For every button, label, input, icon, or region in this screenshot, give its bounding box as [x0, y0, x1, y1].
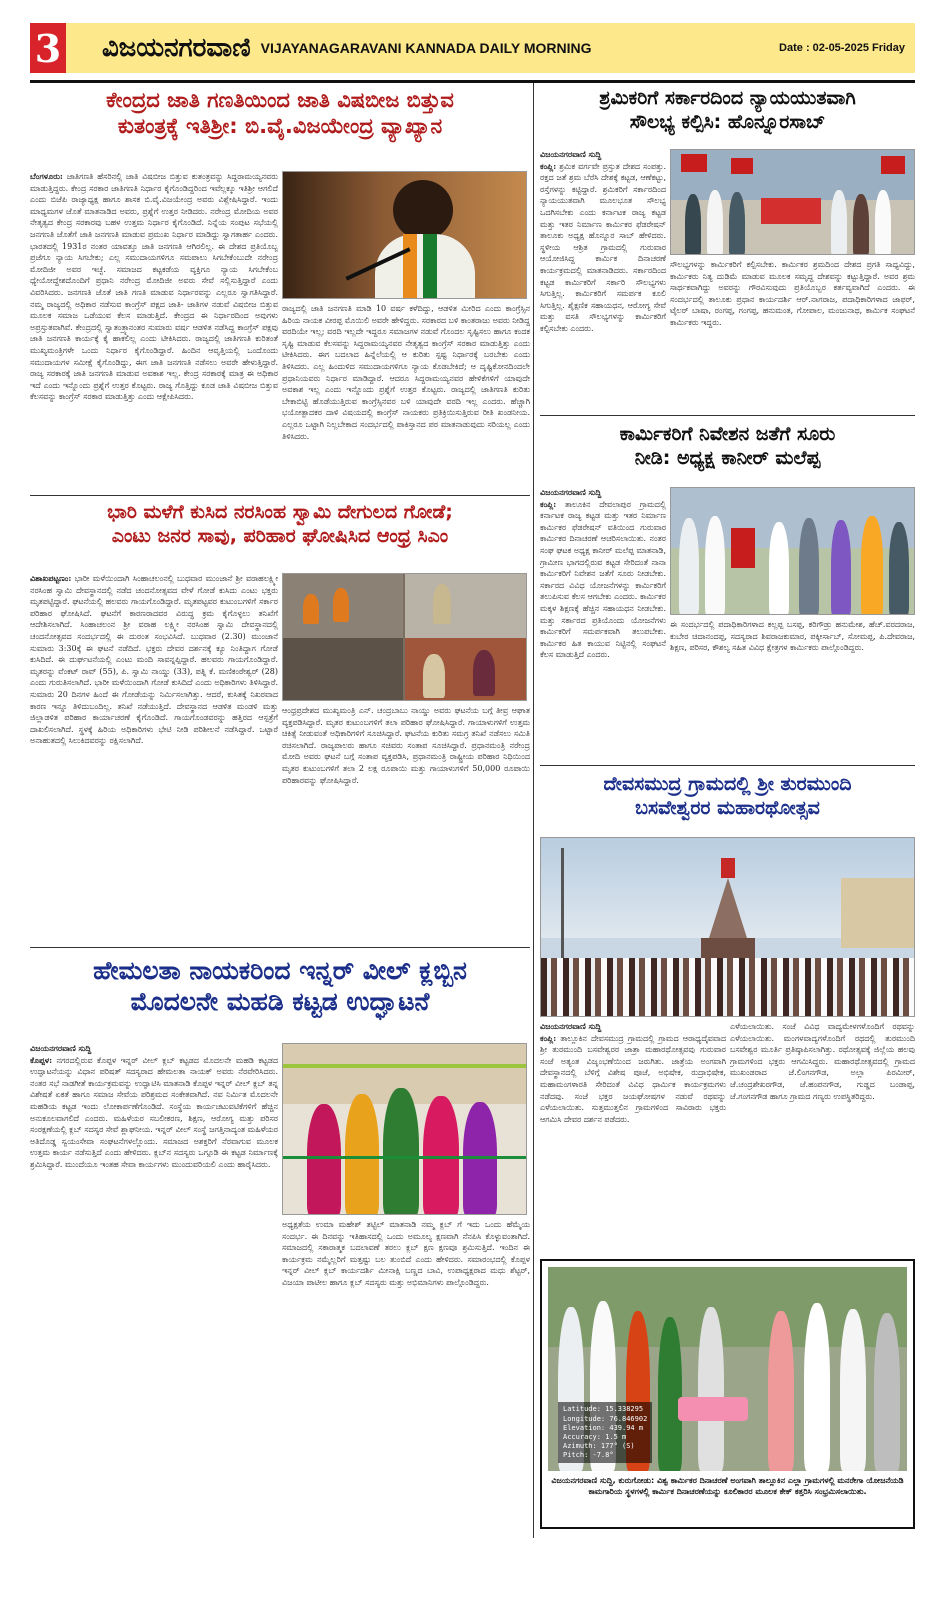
article-basaveshwara [540, 773, 915, 821]
issue-date: Date : 02-05-2025 Friday [779, 42, 905, 54]
article-kaneer-body1 [540, 487, 666, 761]
headline-line2: ಕುತಂತ್ರಕ್ಕೆ ಇತಿಶ್ರೀ: ಬಿ.ವೈ.ವಿಜಯೇಂದ್ರ ವ್ಯಾಖ್ಯಾನ [117, 114, 443, 139]
dateline: ವಿಜಯನಗರವಾಣಿ ಸುದ್ದಿ [540, 149, 602, 159]
geotag-azimuth: Azimuth: 177° (S) [563, 1441, 635, 1450]
place: ಕಂಪ್ಲಿ: [540, 160, 557, 171]
photo-labour-day-cake [548, 1267, 907, 1471]
dateline: ವಿಶಾಖಪಟ್ಟಣಂ: [30, 573, 72, 583]
geotag-elevation: Elevation: 439.94 m [563, 1423, 644, 1432]
article-basaveshwara-body1 [540, 1021, 726, 1253]
body-text: ಈ ಸಂದರ್ಭದಲ್ಲಿ ಪದಾಧಿಕಾರಿಗಳಾದ ಕಲ್ಲಪ್ಪ ಬಸಪ್ಪ, ಕರಿಗೌಡ್ರು ಹನುಮೇಶ, ಹೆಚ್.ವರದರಾಜ, ಕುಬೇರ ಚಿದಾನಂದಪ್ಪ, ಸದಸ್ಯರಾದ ಶಿವರಾಜಕುಮಾರ, ಪಕ್ಕೀರ್ಸಾಬ್, ಸೋಮಪ್ಪ, ಪಿ.ದೇವರಾಜ, ಶಿಕ್ಷಣ, ಪರಿಸರ, ಕೌಶಲ್ಯ ಸಹಿತ ವಿವಿಧ ಕ್ಷೇತ್ರಗಳ ಕಾರ್ಮಿಕರು ಪಾಲ್ಗೊಂಡಿದ್ದರು. [670, 620, 915, 653]
headline-line1: ಭಾರಿ ಮಳೆಗೆ ಕುಸಿದ ನರಸಿಂಹ ಸ್ವಾಮಿ ದೇಗುಲದ ಗೋಡೆ; [107, 501, 453, 523]
headline-line2: ಬಸವೇಶ್ವರರ ಮಹಾರಥೋತ್ಸವ [635, 796, 820, 819]
article-simhachalam-body1 [30, 573, 278, 943]
headline-line2: ನೀಡಿ: ಅಧ್ಯಕ್ಷ ಕಾನೀರ್ ಮಲೆಪ್ಪ [634, 446, 821, 469]
dateline: ವಿಜಯನಗರವಾಣಿ ಸುದ್ದಿ [540, 1021, 602, 1031]
article-kaneer-body2 [670, 619, 915, 761]
article-basaveshwara-body2 [730, 1021, 915, 1253]
masthead-bar [66, 23, 915, 73]
article-separator [540, 415, 915, 416]
photo-kaneer-event [670, 487, 915, 615]
article-vijayendra-body2 [282, 303, 530, 491]
place: ಕೊಪ್ಪಳ: [30, 1054, 53, 1065]
body-text: ಸೌಲಭ್ಯಗಳನ್ನು ಕಾರ್ಮಿಕರಿಗೆ ಕಲ್ಪಿಸಬೇಕು. ಕಾರ್ಮಿಕರ ಶ್ರಮದಿಂದ ದೇಶದ ಪ್ರಗತಿ ಸಾಧ್ಯವಿದ್ದು, ಕಾರ್ಮಿಕರು ನಿತ್ಯ ದುಡಿಮೆ ಮಾಡುವ ಮೂಲಕ ಸಮೃದ್ಧ ದೇಶವನ್ನು ಕಟ್ಟುತ್ತಿದ್ದಾರೆ. ಅವರ ಶ್ರಮ ಸಾರ್ಥಕವಾಗಿದ್ದು ಅವರನ್ನು ಗೌರವಿಸುವುದು ಪ್ರತಿಯೊಬ್ಬರ ಕರ್ತವ್ಯವಾಗಿದೆ ಎಂದರು. ಈ ಸಂದರ್ಭದಲ್ಲಿ ತಾಲೂಕು ಪ್ರಧಾನ ಕಾರ್ಯದರ್ಶಿ ಆರ್.ನಾಗರಾಜ, ಪದಾಧಿಕಾರಿಗಳಾದ ಜಾಫರ್, ಟೈಲರ್ ಬಾಷಾ, ರಂಗಪ್ಪ, ಗಂಗಪ್ಪ, ಹನುಮಂತ, ಗೋಪಾಲ, ಮಂಜುನಾಥ, ಕಾರ್ಮಿಕ ಸಂಘಟನೆ ಕಾರ್ಮಿಕರು ಇದ್ದರು. [670, 260, 915, 327]
body-text: ರಾಜ್ಯದಲ್ಲಿ ಜಾತಿ ಜನಗಣತಿ ಮಾಡಿ 10 ವರ್ಷ ಕಳೆದಿದ್ದು, ಆಡಳಿತ ಮೀರಿದ ಎಂದು ಕಾಂಗ್ರೆಸ್ಸಿನ ಹಿರಿಯ ನಾಯಕ ವೀರಪ್ಪ ಮೊಯಿಲಿ ಅವರೇ ಹೇಳಿದ್ದರು. ಸರಕಾರದ ಬಳಿ ಕಾಂತರಾಜು ಅವರು ನೀಡಿದ್ದ ವರದಿಯೇ ಇಲ್ಲ; ವರದಿ ಇಲ್ಲದೇ ಇದ್ದರೂ ಸಮಾಜಗಳ ನಡುವೆ ಗೊಂದಲ ಸೃಷ್ಟಿಸಲು ಹಾಗೂ ಕಂದಕ ಸೃಷ್ಟಿ ಮಾಡುವ ಕೆಲಸವನ್ನು ಸಿದ್ದರಾಮಯ್ಯನವರ ನೇತೃತ್ವದ ಕಾಂಗ್ರೆಸ್ ಸರಕಾರ ಮಾಡುತ್ತಿತ್ತು ಎಂದು ಟೀಕಿಸಿದರು. ಈಗ ಬದಲಾದ ಹಿನ್ನೆಲೆಯಲ್ಲಿ ಆ ಕುರಿತು ಸ್ಪಷ್ಟ ನಿರ್ಧಾರಕ್ಕೆ ಬರಬೇಕು ಎಂದು ತಿಳಿಸಿದರು. ಎಲ್ಲ ಹಿಂದುಳಿದ ಸಮುದಾಯಗಳಿಗೂ ನ್ಯಾಯ ಕೊಡಬೇಕಿದೆ; ಆ ದೃಷ್ಟಿಕೋನದಿಂದಲೇ ಪ್ರಧಾನಿಯವರು ನಿರ್ಧಾರ ಮಾಡಿದ್ದಾರೆ. ಆದರೂ ಸಿದ್ದರಾಮಯ್ಯನವರ ಹೇಳಿಕೆಗಳಿಗೆ ಯಾವುದೇ ಅವಕಾಶ ಇಲ್ಲ ಎಂದು ಇನ್ನೊಂದು ಪ್ರಶ್ನೆಗೆ ಉತ್ತರ ಕೊಟ್ಟರು. ರಾಜ್ಯದಲ್ಲಿ ಜಾತಿಗಣತಿ ಕುರಿತು ಬೇಕಾಬಿಟ್ಟಿ ಹೊಡೆಯುತ್ತಿರುವ ಕಾಂಗ್ರೆಸ್ಸಿನವರ ಬಳಿ ಯಾವುದೇ ವರದಿ ಇಲ್ಲ ಎಂದರು. ಹೆಚ್ಚಾಗಿ ಭಯೋತ್ಪಾದಕರ ದಾಳಿ ವಿಷಯದಲ್ಲಿ ಕಾಂಗ್ರೆಸ್ ನಾಯಕರು ಪ್ರತಿಕ್ರಿಯಿಸುತ್ತಿರುವ ರೀತಿ ಖಂಡನೀಯ. ಎಲ್ಲರೂ ಒಟ್ಟಾಗಿ ನಿಲ್ಲಬೇಕಾದ ಸಂದರ್ಭದಲ್ಲಿ ಪಾಕಿಸ್ತಾನದ ಪರ ಮಾತನಾಡುವುದು ಸರಿಯಲ್ಲ ಎಂದು ತಿಳಿಸಿದರು. [282, 304, 530, 441]
article-kaneer [540, 423, 915, 471]
dateline: ವಿಜಯನಗರವಾಣಿ ಸುದ್ದಿ [30, 1043, 92, 1053]
dateline: ಬೆಂಗಳೂರು: [30, 171, 63, 181]
geotag-accuracy: Accuracy: 1.5 m [563, 1432, 627, 1441]
headline-line2: ಮೊದಲನೇ ಮಹಡಿ ಕಟ್ಟಡ ಉದ್ಘಾಟನೆ [130, 987, 430, 1017]
body-text: ಅಧ್ಯಕ್ಷತೆಯ ಉಮಾ ಮಹೇಶ್ ತಟ್ಟಿಲ್ ಮಾತನಾಡಿ ನಮ್ಮ ಕ್ಲಬ್ ಗೆ ಇದು ಒಂದು ಹೆಮ್ಮೆಯ ಸಂದರ್ಭ. ಈ ದಿನವನ್ನು ಇತಿಹಾಸದಲ್ಲಿ ಒಂದು ಅಮೂಲ್ಯ ಕ್ಷಣವಾಗಿ ನೆನಪಿಸಿ ಕೊಳ್ಳುವಂತಾಗಿದೆ. ಸಮಾಜದಲ್ಲಿ ಸಕಾರಾತ್ಮಕ ಬದಲಾವಣೆ ತರಲು ಕ್ಲಬ್ ಕ್ಷಣ ಕ್ಷಣವೂ ಶ್ರಮಿಸುತ್ತಿದೆ. ಇಂದಿನ ಈ ಕಾರ್ಯಕ್ರಮ ನಮ್ಮೆಲ್ಲರಿಗೆ ಮತ್ತಷ್ಟು ಬಲ ತುಂಬಿದೆ ಎಂದು ಹೇಳಿದರು. ಸಮಾರಂಭದಲ್ಲಿ ಕೊಪ್ಪಳ ಇನ್ನರ್ ವೀಲ್ ಕ್ಲಬ್ ಕಾರ್ಯದರ್ಶಿ ಮೀನಾಕ್ಷಿ ಬಣ್ಣದ ಬಾವಿ, ಉಪಾಧ್ಯಕ್ಷರಾದ ಮಧು ಶೆಟ್ಟರ್, ವಿಜಯಾ ಪಾಟೀಲ ಹಾಗೂ ಕ್ಲಬ್ ಸದಸ್ಯರು ಮತ್ತು ಅಭಿಮಾನಿಗಳು ಪಾಲ್ಗೊಂಡಿದ್ದರು. [282, 1220, 530, 1287]
body-text: ಜಾತಿಗಣತಿ ಹೆಸರಿನಲ್ಲಿ ಜಾತಿ ವಿಷಬೀಜ ಬಿತ್ತುವ ಕುತಂತ್ರವನ್ನು ಸಿದ್ದರಾಮಯ್ಯನವರು ಮಾಡುತ್ತಿದ್ದರು. ಕೇಂದ್ರ ಸರಕಾರ ಜಾತಿಗಣತಿ ನಿರ್ಧಾರ ಕೈಗೊಂಡಿದ್ದರಿಂದ ಇವೆಲ್ಲಕ್ಕೂ ಇತಿಶ್ರೀ ಆಗಲಿದೆ ಎಂದು ಬಿಜೆಪಿ ರಾಜ್ಯಾಧ್ಯಕ್ಷ ಹಾಗೂ ಶಾಸಕ ಬಿ.ವೈ.ವಿಜಯೇಂದ್ರ ಅವರು ವಿಶ್ಲೇಷಿಸಿದ್ದಾರೆ. ಇಂದು ಮಾಧ್ಯಮಗಳ ಜೊತೆ ಮಾತನಾಡಿದ ಅವರು, ಪ್ರಶ್ನೆಗೆ ಉತ್ತರ ನೀಡಿದರು. ನರೇಂದ್ರ ಮೋದಿಯ ಅವರ ನೇತೃತ್ವದ ಕೇಂದ್ರ ಸರಕಾರವು ಬಹಳ ಉತ್ತಮ ನಿರ್ಧಾರ ಕೈಗೊಂಡಿದೆ. ನಿನ್ನೆಯ ಸಂಪುಟ ಸಭೆಯಲ್ಲಿ ಜನಗಣತಿ ಜೊತೆಗೆ ಜಾತಿ ಜನಗಣತಿ ಮಾಡುವ ಪ್ರಮುಖ ನಿರ್ಧಾರ ಮಾಡಿದ್ದು ಸ್ವಾಗತಾರ್ಹ ಎಂದರು. ಭಾರತದಲ್ಲಿ 1931ರ ನಂತರ ಯಾವತ್ತೂ ಜಾತಿ ಜನಗಣತಿ ಆಗಿರಲಿಲ್ಲ. ಈ ದೇಶದ ಪ್ರತಿಯೊಬ್ಬ ಪ್ರಜೆಗೂ ನ್ಯಾಯ ಸಿಗಬೇಕು; ಎಲ್ಲ ಸಮುದಾಯಗಳಿಗೂ ಸಮಪಾಲು ಸಿಗಬೇಕೆಂಬುದೇ ನರೇಂದ್ರ ಮೋದಿಜೀ ಅವರ ಇಚ್ಛೆ. ಸಮಾಜದ ಕಟ್ಟಕಡೆಯ ವ್ಯಕ್ತಿಗೂ ನ್ಯಾಯ ಸಿಗಬೇಕೆಂಬ ಧ್ಯೇಯೋದ್ದೇಶದೊಂದಿಗೆ ಪ್ರಧಾನಿ ನರೇಂದ್ರ ಮೋದಿಜೀ ಅವರು ಸೇವೆ ಸಲ್ಲಿಸುತ್ತಿದ್ದಾರೆ ಎಂದು ವಿವರಿಸಿದರು. [30, 172, 278, 297]
article-workers-body1 [540, 149, 666, 411]
photo-caption-box [540, 1259, 915, 1529]
dateline: ವಿಜಯನಗರವಾಣಿ ಸುದ್ದಿ [540, 487, 602, 497]
article-workers [540, 87, 915, 135]
photo-vijayendra-speech [282, 171, 527, 299]
body-text: ಆಂಧ್ರಪ್ರದೇಶದ ಮುಖ್ಯಮಂತ್ರಿ ಎನ್. ಚಂದ್ರಬಾಬು ನಾಯ್ಡು ಅವರು ಘಟನೆಯ ಬಗ್ಗೆ ತೀವ್ರ ಆಘಾತ ವ್ಯಕ್ತಪಡಿಸಿದ್ದಾರೆ. ಮೃತರ ಕುಟುಂಬಗಳಿಗೆ ತಲಾ ಪರಿಹಾರ ಘೋಷಿಸಿದ್ದಾರೆ. ಗಾಯಾಳುಗಳಿಗೆ ಉತ್ತಮ ಚಿಕಿತ್ಸೆ ನೀಡುವಂತೆ ಅಧಿಕಾರಿಗಳಿಗೆ ಸೂಚಿಸಿದ್ದಾರೆ. ಘಟನೆಯ ಕುರಿತು ಸಮಗ್ರ ತನಿಖೆ ನಡೆಸಲು ಸಮಿತಿ ರಚಿಸಲಾಗಿದೆ. ರಾಜ್ಯಪಾಲರು ಹಾಗೂ ಸಚಿವರು ಸಂತಾಪ ಸೂಚಿಸಿದ್ದಾರೆ. ಪ್ರಧಾನಮಂತ್ರಿ ನರೇಂದ್ರ ಮೋದಿ ಅವರು ಘಟನೆ ಬಗ್ಗೆ ಸಂತಾಪ ವ್ಯಕ್ತಪಡಿಸಿ, ಪ್ರಧಾನಮಂತ್ರಿ ರಾಷ್ಟ್ರೀಯ ಪರಿಹಾರ ನಿಧಿಯಿಂದ ಮೃತರ ಕುಟುಂಬಗಳಿಗೆ ತಲಾ 2 ಲಕ್ಷ ರೂಪಾಯಿ ಮತ್ತು ಗಾಯಾಳುಗಳಿಗೆ 50,000 ರೂಪಾಯಿ ಪರಿಹಾರವನ್ನು ಘೋಷಿಸಿದ್ದಾರೆ. [282, 706, 530, 785]
photo-temple-collapse [282, 573, 527, 701]
photo-rathotsava [540, 837, 915, 1017]
article-separator [30, 495, 530, 496]
photo-ribbon-cutting [282, 1043, 527, 1215]
headline-line1: ದೇವಸಮುದ್ರ ಗ್ರಾಮದಲ್ಲಿ ಶ್ರೀ ತುರಮುಂದಿ [603, 773, 852, 795]
headline-line1: ಕಾರ್ಮಿಕರಿಗೆ ನಿವೇಶನ ಜತೆಗೆ ಸೂರು [619, 423, 836, 445]
article-separator [540, 765, 915, 766]
article-innerwheel-body2 [282, 1219, 530, 1533]
body-text: ಭಾರೀ ಮಳೆಯಿಂದಾಗಿ ಸಿಂಹಾಚಲಂನಲ್ಲಿ ಬುಧವಾರ ಮುಂಜಾನೆ ಶ್ರೀ ವರಾಹಲಕ್ಷ್ಮೀ ನರಸಿಂಹ ಸ್ವಾಮಿ ದೇವಸ್ಥಾನದಲ್ಲಿ ನಡೆದ ಚಂದನೋತ್ಸವದ ವೇಳೆ ಗೋಡೆ ಕುಸಿದು ಎಂಟು ಭಕ್ತರು ಮೃತಪಟ್ಟಿದ್ದಾರೆ. ಘಟನೆಯಲ್ಲಿ ಹಲವರು ಗಾಯಗೊಂಡಿದ್ದಾರೆ. ಮೃತಪಟ್ಟವರ ಕುಟುಂಬಗಳಿಗೆ ಸರ್ಕಾರ ಪರಿಹಾರ ಘೋಷಿಸಿದೆ. ಘಟನೆಗೆ ಕಾರಣರಾದವರ ವಿರುದ್ಧ ಕ್ರಮ ಕೈಗೊಳ್ಳಲು ತನಿಖೆಗೆ ಆದೇಶಿಸಲಾಗಿದೆ. ಸಿಂಹಾಚಲಂನ ಶ್ರೀ ವರಾಹ ಲಕ್ಷ್ಮೀ ನರಸಿಂಹ ಸ್ವಾಮಿ ದೇವಸ್ಥಾನದಲ್ಲಿ ಚಂದನೋತ್ಸವದ ಸಂದರ್ಭದಲ್ಲಿ ಈ ದುರಂತ ಸಂಭವಿಸಿದೆ. ಬುಧವಾರ (2.30) ಮುಂಜಾನೆ ಸುಮಾರು 3:30ಕ್ಕೆ ಈ ಘಟನೆ ನಡೆದಿದೆ. ಭಕ್ತರು ದೇವರ ದರ್ಶನಕ್ಕೆ ಕ್ಯೂ ನಿಂತಿದ್ದಾಗ ಗೋಡೆ ಕುಸಿದಿದೆ. ಈ ದುರ್ಘಟನೆಯಲ್ಲಿ ಎಂಟು ಮಂದಿ ಸಾವನ್ನಪ್ಪಿದ್ದಾರೆ. ಹಲವರು ಗಾಯಗೊಂಡಿದ್ದಾರೆ. ಮೃತರನ್ನು ವೆಂಕಟ್ ರಾವ್ (55), ಪಿ. ಸ್ವಾಮಿ ನಾಯ್ಡು (33), ಪತ್ನಿ ಕೆ. ಮಣಿಕಂಠೇಶ್ವರ್ (28) ಎಂದು ಗುರುತಿಸಲಾಗಿದೆ. ಭಾರೀ ಮಳೆಯಿಂದಾಗಿ ಗೋಡೆ ಕುಸಿದಿದೆ ಎಂದು ಅಧಿಕಾರಿಗಳು ತಿಳಿಸಿದ್ದಾರೆ. ಸುಮಾರು 20 ದಿನಗಳ ಹಿಂದೆ ಈ ಗೋಡೆಯನ್ನು ನಿರ್ಮಿಸಲಾಗಿತ್ತು. ಆದರೆ, ಕುಸಿತಕ್ಕೆ ನಿಖರವಾದ ಕಾರಣ ಇನ್ನೂ ತಿಳಿದುಬಂದಿಲ್ಲ. ತನಿಖೆ ನಡೆಯುತ್ತಿದೆ. ದೇವಸ್ಥಾನದ ಆಡಳಿತ ಮಂಡಳಿ ಮತ್ತು ಜಿಲ್ಲಾಡಳಿತ ಪರಿಹಾರ ಕಾರ್ಯಾಚರಣೆ ಕೈಗೊಂಡಿದೆ. ಗಾಯಗೊಂಡವರನ್ನು ಹತ್ತಿರದ ಆಸ್ಪತ್ರೆಗೆ ದಾಖಲಿಸಲಾಗಿದೆ. ಸ್ಥಳಕ್ಕೆ ಹಿರಿಯ ಅಧಿಕಾರಿಗಳು ಭೇಟಿ ನೀಡಿ ಪರಿಶೀಲನೆ ನಡೆಸಿದ್ದಾರೆ. ಒಟ್ಟಾರೆ ಅನಾಹುತದಲ್ಲಿ ಸಿಲುಕಿದವರನ್ನು ರಕ್ಷಿಸಲಾಗಿದೆ. [30, 574, 278, 746]
article-innerwheel [30, 955, 530, 1018]
body-text: ನಗರದಲ್ಲಿರುವ ಕೊಪ್ಪಳ ಇನ್ನರ್ ವೀಲ್ ಕ್ಲಬ್ ಕಟ್ಟಡದ ಮೊದಲನೇ ಮಹಡಿ ಕಟ್ಟಡದ ಉದ್ಘಾಟನೆಯನ್ನು ವಿಧಾನ ಪರಿಷತ್ ಸದಸ್ಯರಾದ ಹೇಮಲತಾ ನಾಯಕ್ ಅವರು ನೆರವೇರಿಸಿದರು. ನಂತರ ಸಭೆ ನಾಡಗೀತೆ ಕಾರ್ಯಕ್ರಮವನ್ನು ಉದ್ಘಾಟಿಸಿ ಮಾತನಾಡಿ ಕೊಪ್ಪಳ ಇನ್ನರ್ ವೀಲ್ ಕ್ಲಬ್ ತನ್ನ ವಿಶೇಷತೆ ಏಕತೆ ಹಾಗೂ ಸಮಾಜ ಸೇವೆಯ ಪರಿಶ್ರಮದ ಸಂಕೇತವಾಗಿದೆ. ನವ ನಿರ್ಮಿತ ಮೊದಲನೇ ಮಹಡಿಯ ಕಟ್ಟಡ ಇಂದು ಲೋಕಾರ್ಪಣೆಗೊಂಡಿದೆ. ಸಂಸ್ಥೆಯ ಕಾರ್ಯಚಟುವಟಿಕೆಗಳಿಗೆ ಹೆಚ್ಚಿನ ಅನುಕೂಲವಾಗಲಿದೆ ಎಂದರು. ಮಹಿಳೆಯರ ಸಬಲೀಕರಣ, ಶಿಕ್ಷಣ, ಆರೋಗ್ಯ ಮತ್ತು ಪರಿಸರ ಸಂರಕ್ಷಣೆಯಲ್ಲಿ ಕ್ಲಬ್ ಸದಸ್ಯರ ಸೇವೆ ಶ್ಲಾಘನೀಯ. ಇನ್ನರ್ ವೀಲ್ ಸಂಸ್ಥೆ ಜಗತ್ತಿನಾದ್ಯಂತ ಮಹಿಳೆಯರ ಅತಿದೊಡ್ಡ ಸ್ವಯಂಸೇವಾ ಸಂಘಟನೆಗಳಲ್ಲೊಂದು. ಸಮಾಜದ ಅಶಕ್ತರಿಗೆ ನೆರವಾಗುವ ಮೂಲಕ ಉತ್ತಮ ಕಾರ್ಯ ನಡೆಸುತ್ತಿದೆ ಎಂದು ಹೇಳಿದರು. ಕ್ಲಬ್‌ನ ಸದಸ್ಯರು ಒಗ್ಗೂಡಿ ಈ ಕಟ್ಟಡ ನಿರ್ಮಾಣಕ್ಕೆ ಶ್ರಮಿಸಿದ್ದಾರೆ. ಮುಂದೆಯೂ ಇಂತಹ ಸೇವಾ ಕಾರ್ಯಗಳು ಮುಂದುವರಿಯಲಿ ಎಂದು ಹಾರೈಸಿದರು. [30, 1055, 278, 1169]
page-columns [30, 83, 915, 1543]
geotag-longitude: Longitude: 76.846902 [563, 1414, 648, 1423]
brand-kannada: ವಿಜಯನಗರವಾಣಿ [102, 32, 251, 63]
body-text: ಜನಗಣತಿ ಜೊತೆ ಜಾತಿ ಗಣತಿ ಮಾಡುವ ನಿರ್ಧಾರವನ್ನು ಎಲ್ಲರೂ ಸ್ವಾಗತಿಸಿದ್ದಾರೆ. ನಮ್ಮ ರಾಜ್ಯದಲ್ಲಿ ಅಧಿಕಾರ ನಡೆಸುವ ಕಾಂಗ್ರೆಸ್ ಪಕ್ಷದ ಜಾತಿ- ಜಾತಿಗಳ ನಡುವೆ ವಿಷಬೀಜ ಬಿತ್ತುವ ಮೂಲಕ ಸಮಾಜ ಒಡೆಯುವ ಕೆಲಸ ಮಾಡುತ್ತಿದೆ. ಕೇಂದ್ರದ ಈ ನಿರ್ಧಾರದಿಂದ ಅವುಗಳು ಅಪ್ರಸ್ತುತವಾಗಿವೆ. ಕೇಂದ್ರದಲ್ಲಿ ಸ್ವಾತಂತ್ರ್ಯಾನಂತರ ಸುಮಾರು ವರ್ಷ ಆಡಳಿತ ನಡೆಸಿದ್ದ ಕಾಂಗ್ರೆಸ್ ಪಕ್ಷವು ಜಾತಿ ಜನಗಣತಿ ಕಾರ್ಯಕ್ಕೆ ಕೈ ಹಾಕಲಿಲ್ಲ ಎಂದು ಟೀಕಿಸಿದರು. ರಾಜ್ಯದಲ್ಲಿ ಜಾತಿಗಣತಿ ಕುರಿತಂತೆ ಮುಖ್ಯಮಂತ್ರಿಗಳೇ ಒಂದು ನಿರ್ಧಾರ ಕೈಗೊಂಡಿದ್ದಾರೆ. ಹಿಂದಿನ ಆವೃತ್ತಿಯಲ್ಲಿ ಒಂದೊಂದು ಸಮುದಾಯಗಳ ಸಮೀಕ್ಷೆ ಕೈಗೊಂಡಿದ್ದು, ಈಗ ಜಾತಿ ಜನಗಣತಿ ನಡೆಸಲು ಅವರೇ ಹೇಳುತ್ತಿದ್ದಾರೆ. ರಾಜ್ಯ ಸರಕಾರಕ್ಕೆ ಜಾತಿ ಜನಗಣತಿ ಮಾಡುವ ಅವಕಾಶ ಇಲ್ಲ. ಕೇಂದ್ರ ಸರಕಾರಕ್ಕೆ ಮಾತ್ರ ಈ ಅಧಿಕಾರ ಇದೆ ಎಂದು ಇನ್ನೊಂದು ಪ್ರಶ್ನೆಗೆ ಉತ್ತರ ಕೊಟ್ಟರು. ರಾಜ್ಯ ಗೊತ್ತಿದ್ದು ಕೂಡ ಜಾತಿ ವಿಷಬೀಜ ಬಿತ್ತುವ ಕೆಲಸವನ್ನು ಕಾಂಗ್ರೆಸ್ ಸರಕಾರ ಮಾಡುತ್ತಿತ್ತು ಎಂದು ಆಕ್ಷೇಪಿಸಿದರು. [30, 287, 278, 402]
headline-line2: ಎಂಟು ಜನರ ಸಾವು, ಪರಿಹಾರ ಘೋಷಿಸಿದ ಆಂಧ್ರ ಸಿಎಂ [111, 524, 449, 547]
place: ಕಂಪ್ಲಿ: [540, 1032, 557, 1043]
geotag-pitch: Pitch: -7.8° [563, 1450, 614, 1459]
headline-line2: ಸೌಲಭ್ಯ ಕಲ್ಪಿಸಿ: ಹೊನ್ನೂರಸಾಬ್ [629, 110, 826, 133]
photo-workers-rally [670, 149, 915, 255]
article-simhachalam-body2 [282, 705, 530, 943]
geotag-stamp [558, 1402, 652, 1463]
article-innerwheel-body1 [30, 1043, 278, 1533]
headline-line1: ಕೇಂದ್ರದ ಜಾತಿ ಗಣತಿಯಿಂದ ಜಾತಿ ವಿಷಬೀಜ ಬಿತ್ತುವ [106, 88, 454, 112]
brand-english: VIJAYANAGARAVANI KANNADA DAILY MORNING [260, 40, 592, 56]
headline-line1: ಹೇಮಲತಾ ನಾಯಕರಿಂದ ಇನ್ನರ್ ವೀಲ್ ಕ್ಲಬ್ಬಿನ [93, 956, 467, 985]
body-text: ತಾಲ್ಲೂಕಿನ ದೇವಸಮುದ್ರ ಗ್ರಾಮದಲ್ಲಿ ಗ್ರಾಮದ ಆರಾಧ್ಯದೈವವಾದ ಶ್ರೀ ತುರಮುಂದಿ ಬಸವೇಶ್ವರರ ಜಾತ್ರಾ ಮಹಾರಥೋತ್ಸವವು ಗುರುವಾರ ಸಂಜೆ ಅತ್ಯಂತ ವಿಜೃಂಭಣೆಯಿಂದ ಜರುಗಿತು. ಜಾತ್ರೆಯ ಅಂಗವಾಗಿ ದೇವಸ್ಥಾನದಲ್ಲಿ ಬೆಳಿಗ್ಗೆ ವಿಶೇಷ ಪೂಜೆ, ಅಭಿಷೇಕ, ರುದ್ರಾಭಿಷೇಕ, ಮಹಾಮಂಗಳಾರತಿ ಸೇರಿದಂತೆ ವಿವಿಧ ಧಾರ್ಮಿಕ ಕಾರ್ಯಕ್ರಮಗಳು ನಡೆದವು. ಸಂಜೆ ಭಕ್ತರ ಜಯಘೋಷಗಳ ನಡುವೆ ರಥವನ್ನು ಎಳೆಯಲಾಯಿತು. ಸುತ್ತಮುತ್ತಲಿನ ಗ್ರಾಮಗಳಿಂದ ಸಾವಿರಾರು ಭಕ್ತರು ಆಗಮಿಸಿ ದೇವರ ದರ್ಶನ ಪಡೆದರು. [540, 1033, 726, 1124]
body-text: ಶ್ರಮಿಕ ವರ್ಗವೇ ಪ್ರಸ್ತುತ ದೇಶದ ಸಂಪತ್ತು. ರಕ್ತದ ಜತೆ ಶ್ರಮ ಬೆರೆಸಿ ದೇಶಕ್ಕೆ ಕಟ್ಟಡ, ಆಣೆಕಟ್ಟು, ರಸ್ತೆಗಳನ್ನು ಕಟ್ಟಿದ್ದಾರೆ. ಶ್ರಮಿಕರಿಗೆ ಸರ್ಕಾರದಿಂದ ನ್ಯಾಯಯುತವಾಗಿ ಮೂಲಭೂತ ಸೌಲಭ್ಯ ಒದಗಿಸಬೇಕು ಎಂದು ಕರ್ನಾಟಕ ರಾಜ್ಯ ಕಟ್ಟಡ ಮತ್ತು ಇತರ ನಿರ್ಮಾಣ ಕಾರ್ಮಿಕರ ಫೆಡರೇಷನ್ ತಾಲೂಕು ಅಧ್ಯಕ್ಷ ಹೊನ್ನೂರ ಸಾಬ್ ಹೇಳಿದರು. ಸ್ಥಳೀಯ ಆಶ್ರಿತ ಗ್ರಾಮದಲ್ಲಿ ಗುರುವಾರ ಆಯೋಜಿಸಿದ್ದ ಕಾರ್ಮಿಕ ದಿನಾಚರಣೆ ಕಾರ್ಯಕ್ರಮದಲ್ಲಿ ಮಾತನಾಡಿದರು. ಸರ್ಕಾರದಿಂದ ಕಟ್ಟಡ ಕಾರ್ಮಿಕರಿಗೆ ಸರ್ಕಾರಿ ಸೌಲಭ್ಯಗಳು ಸಿಗುತ್ತಿಲ್ಲ. ಕಾರ್ಮಿಕರಿಗೆ ಸಮರ್ಪಕ ಕೂಲಿ ಸಿಗುತ್ತಿಲ್ಲ. ಶೈಕ್ಷಣಿಕ ಸಹಾಯಧನ, ಆರೋಗ್ಯ ಸೇವೆ ಮತ್ತು ವಸತಿ ಸೌಲಭ್ಯಗಳನ್ನು ಕಾರ್ಮಿಕರಿಗೆ ಕಲ್ಪಿಸಬೇಕು ಎಂದರು. [540, 161, 666, 333]
body-text: ತಾಲೂಕಿನ ದೇವಲಾಪುರ ಗ್ರಾಮದಲ್ಲಿ ಕರ್ನಾಟಕ ರಾಜ್ಯ ಕಟ್ಟಡ ಮತ್ತು ಇತರ ನಿರ್ಮಾಣ ಕಾರ್ಮಿಕರ ಫೆಡರೇಷನ್ ವತಿಯಿಂದ ಗುರುವಾರ ಕಾರ್ಮಿಕರ ದಿನಾಚರಣೆ ಆಚರಿಸಲಾಯಿತು. ನಂತರ ಸಂಘ ಘಟಕ ಅಧ್ಯಕ್ಷ ಕಾನೀರ್ ಮಲೆಪ್ಪ ಮಾತನಾಡಿ, ಗ್ರಾಮೀಣ ಭಾಗದಲ್ಲಿರುವ ಕಟ್ಟಡ ಸೇರಿದಂತೆ ನಾನಾ ಕಾರ್ಮಿಕರಿಗೆ ನಿವೇಶನ ಜತೆಗೆ ಸೂರು ನೀಡಬೇಕು. ಸರ್ಕಾರದ ವಿವಿಧ ಯೋಜನೆಗಳನ್ನು ಕಾರ್ಮಿಕರಿಗೆ ತಲುಪಿಸುವ ಕೆಲಸ ಆಗಬೇಕು ಎಂದರು. ಕಾರ್ಮಿಕರ ಮಕ್ಕಳ ಶಿಕ್ಷಣಕ್ಕೆ ಹೆಚ್ಚಿನ ಸಹಾಯಧನ ನೀಡಬೇಕು. ಮತ್ತು ಸರ್ಕಾರದ ಪ್ರತಿಯೊಂದು ಯೋಜನೆಗಳು ಕಾರ್ಮಿಕರಿಗೆ ಸಮರ್ಪಕವಾಗಿ ತಲುಪಬೇಕು. ಕಾರ್ಮಿಕರ ಹಿತ ಕಾಯುವ ನಿಟ್ಟಿನಲ್ಲಿ ಸಂಘಟನೆ ಕೆಲಸ ಮಾಡುತ್ತಿದೆ ಎಂದರು. [540, 499, 666, 660]
article-vijayendra-body1 [30, 171, 278, 491]
photo-caption: ವಿಜಯನಗರವಾಣಿ ಸುದ್ದಿ, ಕುರುಗೋಡು: ವಿಶ್ವ ಕಾರ್ಮಿಕರ ದಿನಾಚರಣೆ ಅಂಗವಾಗಿ ತಾಲ್ಲೂಕಿನ ಎಲ್ಲಾ ಗ್ರಾಮಗಳಲ್ಲಿ ಮನರೇಗಾ ಯೋಜನೆಯಡಿ ಕಾಮಗಾರಿಯ ಸ್ಥಳಗಳಲ್ಲಿ ಕಾರ್ಮಿಕ ದಿನಾಚರಣೆಯನ್ನು ಕೂಲಿಕಾರರ ಮೂಲಕ ಕೇಕ್ ಕತ್ತರಿಸಿ ಸಂಭ್ರಮಿಸಲಾಯಿತು. [551, 1476, 904, 1497]
place: ಕಂಪ್ಲಿ: [540, 498, 557, 509]
body-text: ಎಳೆಯಲಾಯಿತು. ಸಂಜೆ ವಿವಿಧ ವಾದ್ಯಮೇಳಗಳೊಂದಿಗೆ ರಥವನ್ನು ಎಳೆಯಲಾಯಿತು. ಮಂಗಳವಾದ್ಯಗಳೊಂದಿಗೆ ರಥದಲ್ಲಿ ತುರಮುಂದಿ ಬಸವೇಶ್ವರ ಮೂರ್ತಿ ಪ್ರತಿಷ್ಠಾಪಿಸಲಾಗಿತ್ತು. ರಥೋತ್ಸವಕ್ಕೆ ಜಿಲ್ಲೆಯ ಹಲವು ಗ್ರಾಮಗಳಿಂದ ಭಕ್ತರು ಆಗಮಿಸಿದ್ದರು. ಮಹಾರಥೋತ್ಸವದಲ್ಲಿ ಗ್ರಾಮದ ಮುಖಂಡರಾದ ಜೆ.ಲಿಂಗನಗೌಡ, ಅಲ್ಲಾ ಪಿರಮೀರ್, ಜೆ.ಚಂದ್ರಶೇಖರಗೌಡ, ಜೆ.ಹಂಪನಗೌಡ, ಗುಡ್ಡದ ಬಂಡಾಪ್ಪ, ಜೆ.ಗಂಗನಗೌಡ ಹಾಗೂ ಗ್ರಾಮದ ಗಣ್ಯರು ಉಪಸ್ಥಿತರಿದ್ದರು. [730, 1022, 915, 1101]
column-divider [533, 83, 534, 1538]
masthead [30, 20, 915, 76]
article-simhachalam [30, 501, 530, 549]
article-separator [30, 947, 530, 948]
article-vijayendra [30, 87, 530, 140]
headline-line1: ಶ್ರಮಿಕರಿಗೆ ಸರ್ಕಾರದಿಂದ ನ್ಯಾಯಯುತವಾಗಿ [599, 87, 856, 109]
article-workers-body2 [670, 259, 915, 409]
page-number: 3 [30, 23, 66, 73]
geotag-latitude: Latitude: 15.338295 [563, 1405, 644, 1414]
